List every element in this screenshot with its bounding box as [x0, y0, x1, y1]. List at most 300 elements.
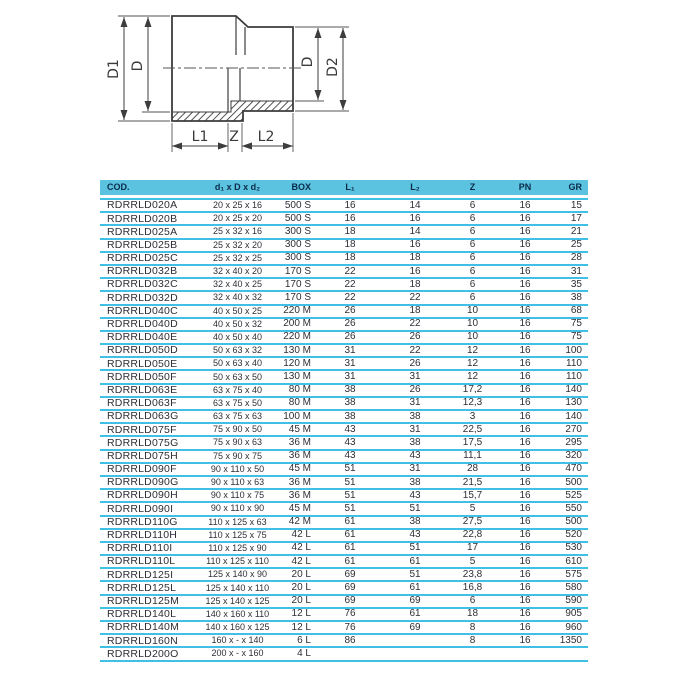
table-row — [100, 635, 588, 648]
cell-l1: 69 — [344, 569, 356, 580]
table-row — [100, 424, 588, 437]
cell-dimensions: 125 x 140 x 125 — [205, 596, 270, 606]
cell-gr: 470 — [565, 464, 582, 475]
cell-pn: 16 — [519, 398, 531, 409]
cell-dimensions: 25 x 32 x 20 — [212, 240, 263, 250]
cell-l1: 76 — [344, 609, 356, 620]
cell-gr: 320 — [565, 451, 582, 462]
cell-box: 200 M — [283, 319, 311, 330]
cell-pn: 16 — [519, 306, 531, 317]
cell-dimensions: 40 x 50 x 25 — [212, 306, 263, 316]
table-row — [100, 451, 588, 464]
col-header-pn: PN — [518, 183, 532, 192]
cell-box: 500 S — [284, 213, 311, 224]
cell-z: 17,2 — [462, 385, 483, 396]
cell-box: 120 M — [283, 358, 311, 369]
cell-cod: RDRRLD125I — [107, 569, 174, 581]
cell-z: 10 — [466, 319, 479, 330]
cell-gr: 140 — [565, 411, 582, 422]
table-row — [100, 556, 588, 569]
cell-l2: 51 — [409, 543, 421, 554]
cell-pn: 16 — [519, 477, 531, 488]
cell-l1: 61 — [344, 543, 356, 554]
cell-box: 42 L — [291, 543, 311, 554]
cell-cod: RDRRLD090G — [107, 477, 179, 488]
cell-l2: 26 — [409, 332, 421, 343]
cell-z: 11,1 — [463, 451, 482, 462]
cell-pn: 16 — [519, 319, 531, 330]
cell-gr: 960 — [565, 622, 582, 633]
cell-pn: 16 — [519, 583, 531, 594]
cell-l2: 31 — [409, 372, 421, 383]
cell-z: 6 — [469, 253, 476, 264]
cell-l2: 43 — [409, 530, 421, 541]
cell-box: 500 S — [284, 200, 311, 211]
cell-l1: 31 — [344, 372, 356, 383]
table-row — [100, 319, 588, 332]
cell-dimensions: 50 x 63 x 40 — [212, 359, 263, 369]
cell-l2: 69 — [409, 596, 421, 607]
cell-pn: 16 — [519, 279, 531, 290]
cell-dimensions: 63 x 75 x 63 — [212, 412, 263, 422]
cell-box: 130 M — [283, 372, 311, 383]
cell-gr: 500 — [565, 517, 582, 528]
col-header-l2: L₂ — [410, 183, 420, 192]
cell-z: 6 — [469, 266, 476, 277]
dim-label-l2: L2 — [257, 129, 275, 145]
cell-box: 20 L — [291, 569, 311, 580]
cell-dimensions: 90 x 110 x 50 — [210, 464, 265, 474]
fitting-section-drawing — [0, 0, 700, 175]
cell-box: 300 S — [284, 253, 311, 264]
cell-l2: 51 — [409, 503, 421, 514]
cell-box: 80 M — [288, 385, 311, 396]
table-row — [100, 213, 588, 226]
cell-gr: 270 — [565, 424, 582, 435]
cell-box: 45 M — [288, 503, 311, 514]
table-row — [100, 464, 588, 477]
cell-l2: 16 — [409, 266, 421, 277]
cell-box: 36 M — [288, 477, 311, 488]
cell-box: 36 M — [288, 451, 311, 462]
cell-box: 12 L — [291, 622, 311, 633]
table-row — [100, 345, 588, 358]
cell-pn: 16 — [519, 385, 531, 396]
cell-l2: 61 — [409, 556, 421, 567]
cell-pn: 16 — [519, 200, 531, 211]
cell-z: 16,8 — [462, 583, 483, 594]
cell-dimensions: 75 x 90 x 50 — [212, 425, 263, 435]
cell-cod: RDRRLD090H — [107, 490, 178, 501]
cell-l2: 38 — [409, 411, 421, 422]
table-row — [100, 582, 588, 595]
dim-label-z: Z — [229, 129, 239, 145]
cell-box: 20 L — [291, 596, 311, 607]
cell-l2: 14 — [409, 200, 421, 211]
col-header-gr: GR — [568, 183, 582, 192]
cell-l2: 16 — [409, 240, 421, 251]
cell-box: 300 S — [284, 226, 311, 237]
cell-z: 6 — [469, 240, 476, 251]
cell-dimensions: 160 x - x 140 — [211, 636, 264, 646]
table-row — [100, 437, 588, 450]
cell-cod: RDRRLD090F — [107, 464, 177, 475]
cell-l1: 76 — [344, 622, 356, 633]
cell-z: 6 — [469, 200, 476, 211]
cell-pn: 16 — [519, 424, 531, 435]
cell-box: 170 S — [284, 292, 311, 303]
cell-box: 6 L — [297, 635, 311, 646]
cell-l2: 31 — [409, 424, 421, 435]
cell-box: 4 L — [297, 648, 311, 659]
cell-gr: 130 — [565, 398, 582, 409]
table-row — [100, 226, 588, 239]
table-row — [100, 240, 588, 253]
cell-cod: RDRRLD050E — [107, 358, 178, 370]
cell-box: 45 M — [288, 424, 311, 435]
cell-l1: 69 — [344, 596, 356, 607]
cell-l1: 43 — [344, 437, 356, 448]
cell-dimensions: 90 x 110 x 75 — [210, 491, 265, 501]
cell-l2: 18 — [409, 253, 421, 264]
cell-gr: 110 — [566, 372, 582, 383]
cell-l2: 18 — [409, 306, 421, 317]
cell-box: 42 L — [291, 530, 311, 541]
cell-l1: 31 — [344, 358, 356, 369]
cell-box: 42 M — [288, 517, 311, 528]
cell-cod: RDRRLD063F — [107, 398, 177, 409]
cell-box: 170 S — [284, 279, 311, 290]
cell-dimensions: 75 x 90 x 63 — [212, 438, 263, 448]
cell-l2: 22 — [409, 319, 421, 330]
cell-cod: RDRRLD063G — [107, 411, 179, 422]
cell-dimensions: 40 x 50 x 40 — [212, 332, 263, 342]
cell-z: 23,8 — [462, 569, 483, 580]
table-row — [100, 371, 588, 384]
cell-dimensions: 32 x 40 x 25 — [212, 280, 263, 290]
table-row — [100, 253, 588, 266]
table-row — [100, 332, 588, 345]
cell-l2: 26 — [409, 358, 421, 369]
cell-box: 45 M — [288, 464, 311, 475]
cell-l2: 31 — [409, 398, 421, 409]
cell-l2: 26 — [409, 385, 421, 396]
cell-dimensions: 125 x 140 x 90 — [207, 570, 268, 580]
cell-cod: RDRRLD050D — [107, 345, 178, 356]
table-row — [100, 517, 588, 530]
table-row — [100, 596, 588, 609]
cell-l2: 38 — [409, 477, 421, 488]
cell-dimensions: 125 x 140 x 110 — [205, 583, 270, 593]
cell-pn: 16 — [519, 530, 531, 541]
table-row — [100, 279, 588, 292]
cell-cod: RDRRLD140L — [107, 609, 177, 620]
cell-z: 8 — [469, 635, 476, 646]
cell-gr: 28 — [570, 253, 582, 264]
cell-l1: 22 — [344, 279, 356, 290]
cell-cod: RDRRLD110H — [107, 530, 178, 541]
dim-label-d-left: D — [130, 60, 146, 72]
cell-pn: 16 — [519, 266, 531, 277]
cell-box: 20 L — [291, 583, 311, 594]
cell-l2: 22 — [409, 292, 421, 303]
table-row — [100, 200, 588, 213]
cell-z: 27,5 — [462, 517, 483, 528]
cell-z: 12 — [466, 372, 479, 383]
cell-box: 100 M — [283, 411, 311, 422]
dimension-lines — [124, 17, 343, 146]
cell-gr: 110 — [566, 358, 582, 369]
cell-pn: 16 — [519, 609, 531, 620]
cell-l1: 18 — [344, 240, 356, 251]
cell-pn: 16 — [519, 226, 531, 237]
cell-cod: RDRRLD110I — [107, 543, 173, 554]
cell-gr: 575 — [565, 569, 582, 580]
cell-gr: 38 — [570, 292, 582, 303]
cell-z: 6 — [469, 226, 476, 237]
table-row — [100, 358, 588, 371]
cell-dimensions: 200 x - x 160 — [211, 649, 264, 659]
cell-gr: 68 — [570, 306, 582, 317]
table-row — [100, 398, 588, 411]
cell-cod: RDRRLD040C — [107, 305, 178, 317]
cell-pn: 16 — [519, 451, 531, 462]
cell-dimensions: 25 x 32 x 25 — [212, 253, 263, 263]
table-header-row — [100, 180, 588, 195]
cell-gr: 75 — [570, 319, 582, 330]
cell-l1: 38 — [344, 398, 356, 409]
cell-cod: RDRRLD025A — [107, 226, 178, 238]
cell-cod: RDRRLD160N — [107, 635, 178, 647]
cell-l1: 38 — [344, 411, 356, 422]
cell-dimensions: 32 x 40 x 32 — [212, 293, 263, 303]
cell-gr: 1350 — [559, 635, 582, 646]
cell-gr: 530 — [565, 543, 582, 554]
cell-pn: 16 — [519, 543, 531, 554]
cell-cod: RDRRLD075F — [107, 424, 177, 436]
cell-l2: 18 — [409, 279, 421, 290]
cell-l1: 26 — [344, 319, 356, 330]
cell-cod: RDRRLD040D — [107, 319, 178, 330]
cell-z: 17,5 — [462, 437, 483, 448]
dim-label-d-right: D — [300, 56, 316, 68]
cell-l1: 16 — [344, 200, 356, 211]
cell-dimensions: 110 x 125 x 90 — [208, 543, 267, 553]
cell-l1: 26 — [344, 306, 356, 317]
cell-z: 6 — [469, 292, 476, 303]
cell-l1: 61 — [344, 517, 356, 528]
cell-cod: RDRRLD032C — [107, 279, 178, 290]
cell-box: 300 S — [284, 240, 311, 251]
cell-cod: RDRRLD032B — [107, 266, 178, 277]
cell-l1: 43 — [344, 424, 356, 435]
cell-pn: 16 — [519, 292, 531, 303]
cell-z: 12,3 — [462, 398, 483, 409]
cell-gr: 25 — [570, 240, 582, 251]
cell-z: 18 — [466, 609, 479, 620]
cell-z: 3 — [469, 411, 476, 422]
cell-gr: 520 — [565, 530, 582, 541]
cell-pn: 16 — [519, 556, 531, 567]
cell-l2: 22 — [409, 345, 421, 356]
col-header-box: BOX — [291, 183, 311, 192]
cell-box: 42 L — [291, 556, 311, 567]
cell-z: 10 — [466, 306, 479, 317]
cell-dimensions: 25 x 32 x 16 — [212, 227, 263, 237]
cell-l2: 51 — [409, 569, 421, 580]
dim-label-d2: D2 — [325, 57, 341, 77]
cell-cod: RDRRLD200O — [107, 648, 179, 660]
cell-dimensions: 110 x 125 x 75 — [208, 530, 267, 540]
cell-pn: 16 — [519, 411, 531, 422]
cell-l1: 61 — [344, 530, 356, 541]
cell-dimensions: 140 x 160 x 125 — [205, 623, 270, 633]
cell-l1: 43 — [344, 451, 356, 462]
cell-cod: RDRRLD050F — [107, 371, 177, 383]
cell-box: 12 L — [291, 609, 311, 620]
col-header-dimensions: d₁ x D x d₂ — [214, 183, 261, 192]
cell-z: 5 — [469, 556, 476, 567]
cell-gr: 17 — [570, 213, 582, 224]
cell-cod: RDRRLD075H — [107, 450, 178, 462]
table-row — [100, 490, 588, 503]
cell-l1: 38 — [344, 385, 356, 396]
cell-pn: 16 — [519, 240, 531, 251]
cell-dimensions: 50 x 63 x 50 — [212, 372, 263, 382]
cell-dimensions: 140 x 160 x 110 — [205, 609, 270, 619]
cell-dimensions: 63 x 75 x 40 — [212, 385, 263, 395]
cell-pn: 16 — [519, 464, 531, 475]
cell-cod: RDRRLD025B — [107, 239, 178, 251]
cell-cod: RDRRLD090I — [107, 503, 174, 515]
cell-gr: 31 — [570, 266, 582, 277]
cell-pn: 16 — [519, 490, 531, 501]
cell-dimensions: 90 x 110 x 63 — [210, 478, 265, 488]
cell-l1: 18 — [344, 226, 356, 237]
cell-dimensions: 40 x 50 x 32 — [212, 319, 263, 329]
cell-cod: RDRRLD032D — [107, 292, 178, 304]
cell-box: 220 M — [283, 332, 311, 343]
cell-z: 6 — [469, 279, 476, 290]
cell-cod: RDRRLD140M — [107, 622, 180, 633]
cell-cod: RDRRLD110L — [107, 556, 176, 567]
cell-gr: 15 — [570, 200, 582, 211]
cell-l2: 69 — [409, 622, 421, 633]
cell-pn: 16 — [519, 635, 531, 646]
cell-dimensions: 110 x 125 x 63 — [208, 517, 267, 527]
cell-z: 22,8 — [462, 530, 483, 541]
col-header-l1: L₁ — [345, 183, 355, 192]
product-spec-table — [100, 180, 588, 662]
cell-l1: 86 — [344, 635, 356, 646]
cell-l1: 22 — [344, 266, 356, 277]
cell-dimensions: 50 x 63 x 32 — [212, 346, 263, 356]
cell-z: 28 — [466, 464, 479, 475]
table-row — [100, 543, 588, 556]
cell-box: 36 M — [288, 437, 311, 448]
cell-l2: 31 — [409, 464, 421, 475]
cell-box: 220 M — [283, 306, 311, 317]
table-row — [100, 306, 588, 319]
cell-z: 15,7 — [462, 490, 483, 501]
cell-dimensions: 90 x 110 x 90 — [210, 504, 265, 514]
table-row — [100, 477, 588, 490]
cell-dimensions: 20 x 25 x 20 — [212, 214, 263, 224]
cell-l1: 51 — [344, 464, 356, 475]
cell-l1: 22 — [344, 292, 356, 303]
cell-pn: 16 — [519, 358, 531, 369]
table-body — [100, 198, 588, 662]
cell-pn: 16 — [519, 253, 531, 264]
cell-l1: 51 — [344, 477, 356, 488]
cell-pn: 16 — [519, 437, 531, 448]
cell-pn: 16 — [519, 332, 531, 343]
cell-cod: RDRRLD125M — [107, 595, 180, 607]
cell-cod: RDRRLD125L — [107, 582, 177, 594]
cell-cod: RDRRLD063E — [107, 384, 178, 396]
cell-pn: 16 — [519, 372, 531, 383]
table-row — [100, 530, 588, 543]
cell-z: 12 — [466, 345, 479, 356]
col-header-cod: COD. — [107, 183, 130, 192]
cell-l1: 61 — [344, 556, 356, 567]
cell-dimensions: 32 x 40 x 20 — [212, 267, 263, 277]
cell-l2: 61 — [409, 583, 421, 594]
table-row — [100, 292, 588, 305]
cell-gr: 75 — [570, 332, 582, 343]
cell-cod: RDRRLD040E — [107, 332, 178, 343]
cell-l1: 51 — [344, 490, 356, 501]
cell-pn: 16 — [519, 569, 531, 580]
cell-l1: 31 — [344, 345, 356, 356]
cell-l2: 61 — [409, 609, 421, 620]
cell-gr: 905 — [565, 609, 582, 620]
cell-gr: 550 — [565, 503, 582, 514]
table-row — [100, 411, 588, 424]
cell-l1: 16 — [344, 213, 356, 224]
cell-l2: 43 — [409, 490, 421, 501]
cell-gr: 100 — [565, 345, 582, 356]
table-row — [100, 266, 588, 279]
table-row — [100, 503, 588, 516]
cell-box: 170 S — [284, 266, 311, 277]
cell-cod: RDRRLD110G — [107, 516, 178, 528]
cell-pn: 16 — [519, 596, 531, 607]
cell-cod: RDRRLD075G — [107, 437, 179, 449]
cell-z: 10 — [466, 332, 479, 343]
cell-box: 130 M — [283, 345, 311, 356]
table-row — [100, 385, 588, 398]
cell-l2: 14 — [409, 226, 421, 237]
col-header-z: Z — [469, 183, 476, 192]
cell-dimensions: 75 x 90 x 75 — [212, 451, 263, 461]
cell-z: 21,5 — [462, 477, 483, 488]
cell-l2: 43 — [409, 451, 421, 462]
cell-pn: 16 — [519, 622, 531, 633]
cell-cod: RDRRLD020A — [107, 200, 178, 211]
cell-z: 22,5 — [462, 424, 483, 435]
table-row — [100, 622, 588, 635]
cell-l2: 16 — [409, 213, 421, 224]
cell-pn: 16 — [519, 503, 531, 514]
cell-cod: RDRRLD025C — [107, 253, 178, 264]
cell-gr: 35 — [570, 279, 582, 290]
table-row — [100, 569, 588, 582]
internal-edges — [228, 16, 245, 112]
cell-gr: 295 — [565, 437, 582, 448]
cell-gr: 500 — [565, 477, 582, 488]
cell-z: 5 — [469, 503, 476, 514]
